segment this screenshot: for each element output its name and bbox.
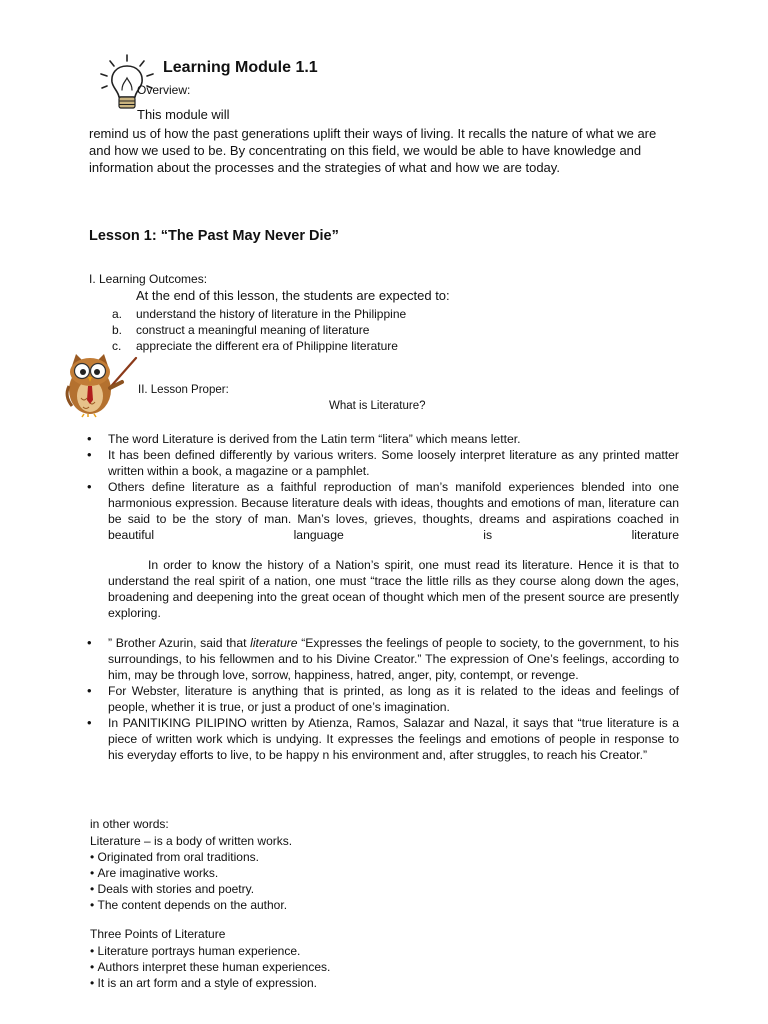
intro-first-line: This module will <box>137 107 230 122</box>
azurin-text-end: “Expresses the feelings of people to society, to the government, to his surroundings, to his fellowmen and to his Divine Creator.” The expression of One’s feelings, according to him, may be through love, sorrow, happiness, hatred, anger, pity, contempt, or revenge. <box>108 636 679 682</box>
outcome-text: appreciate the different era of Philippine literature <box>136 339 398 353</box>
list-item: • Literature portrays human experience. <box>90 943 490 959</box>
definitions-list <box>86 431 679 763</box>
list-item: • The content depends on the author. <box>90 897 490 913</box>
list-item: • Originated from oral traditions. <box>90 849 490 865</box>
outcomes-heading: I. Learning Outcomes: <box>89 272 208 286</box>
three-points-heading: Three Points of Literature <box>90 927 226 941</box>
intro-paragraph: remind us of how the past generations uplift their ways of living. It recalls the nature of what we are and how we used to be. By concentrating on this field, we would be able to have knowledge and information about the processes and the strategies of what and how we are today. <box>89 126 657 176</box>
list-item: • Others define literature as a faithful reproduction of man’s manifold experiences blended into one harmonious expression. Because literature deals with ideas, thoughts and emotions of man, literature can be said to be the story of man. Man’s loves, grieves, thoughts, dreams and aspirations coached in beautiful language is literature <box>86 479 679 543</box>
nation-spirit-paragraph: In order to know the history of a Nation’s spirit, one must read its literature. Hence it is that to understand the real spirit of a nation, one must “trace the little rills as they course along down the ages, broadening and deepening into the great ocean of thought which men of the present source are presently exploring. <box>108 558 679 620</box>
list-item: • It is an art form and a style of expression. <box>90 975 490 991</box>
section-subheading: What is Literature? <box>329 400 426 412</box>
list-marker: a. <box>112 307 123 321</box>
module-title: Learning Module 1.1 <box>163 59 318 76</box>
list-item: • The word Literature is derived from the Latin term “litera” which means letter. <box>86 431 679 447</box>
outcomes-list <box>112 306 532 354</box>
list-item <box>112 322 532 338</box>
outcomes-intro: At the end of this lesson, the students are expected to: <box>136 288 450 303</box>
list-marker: b. <box>112 323 123 337</box>
outcome-text: construct a meaningful meaning of literature <box>136 323 370 337</box>
lesson-proper-heading: II. Lesson Proper: <box>138 384 229 396</box>
definition-line: Literature – is a body of written works. <box>90 834 293 848</box>
list-item <box>112 338 532 354</box>
list-item <box>86 635 679 683</box>
italic-term: literature <box>250 636 298 650</box>
three-points-list <box>90 943 490 991</box>
list-item: • Deals with stories and poetry. <box>90 881 490 897</box>
list-marker: c. <box>112 339 122 353</box>
owl-teacher-icon <box>62 352 142 418</box>
list-item: • Are imaginative works. <box>90 865 490 881</box>
list-item: • Authors interpret these human experiences. <box>90 959 490 975</box>
list-item: • It has been defined differently by various writers. Some loosely interpret literature as any printed matter written within a book, a magazine or a pamphlet. <box>86 447 679 479</box>
list-item <box>112 306 532 322</box>
azurin-text-start: ” Brother Azurin, said that <box>108 636 251 650</box>
other-words-list <box>90 833 490 913</box>
list-item: • For Webster, literature is anything that is printed, as long as it is related to the ideas and feelings of people, whether it is true, or just a product of one’s imagination. <box>86 683 679 715</box>
lesson-title: Lesson 1: “The Past May Never Die” <box>89 228 339 244</box>
other-words-heading: in other words: <box>90 817 169 831</box>
outcome-text: understand the history of literature in the Philippine <box>136 307 407 321</box>
overview-label: Overview: <box>137 83 191 97</box>
list-item: • In PANITIKING PILIPINO written by Atienza, Ramos, Salazar and Nazal, it says that “true literature is a piece of written work which is undying. It expresses the feelings and emotions of people in response to his everyday efforts to live, to be happy n his environment and, after struggles, to reach his Creator.” <box>86 715 679 763</box>
